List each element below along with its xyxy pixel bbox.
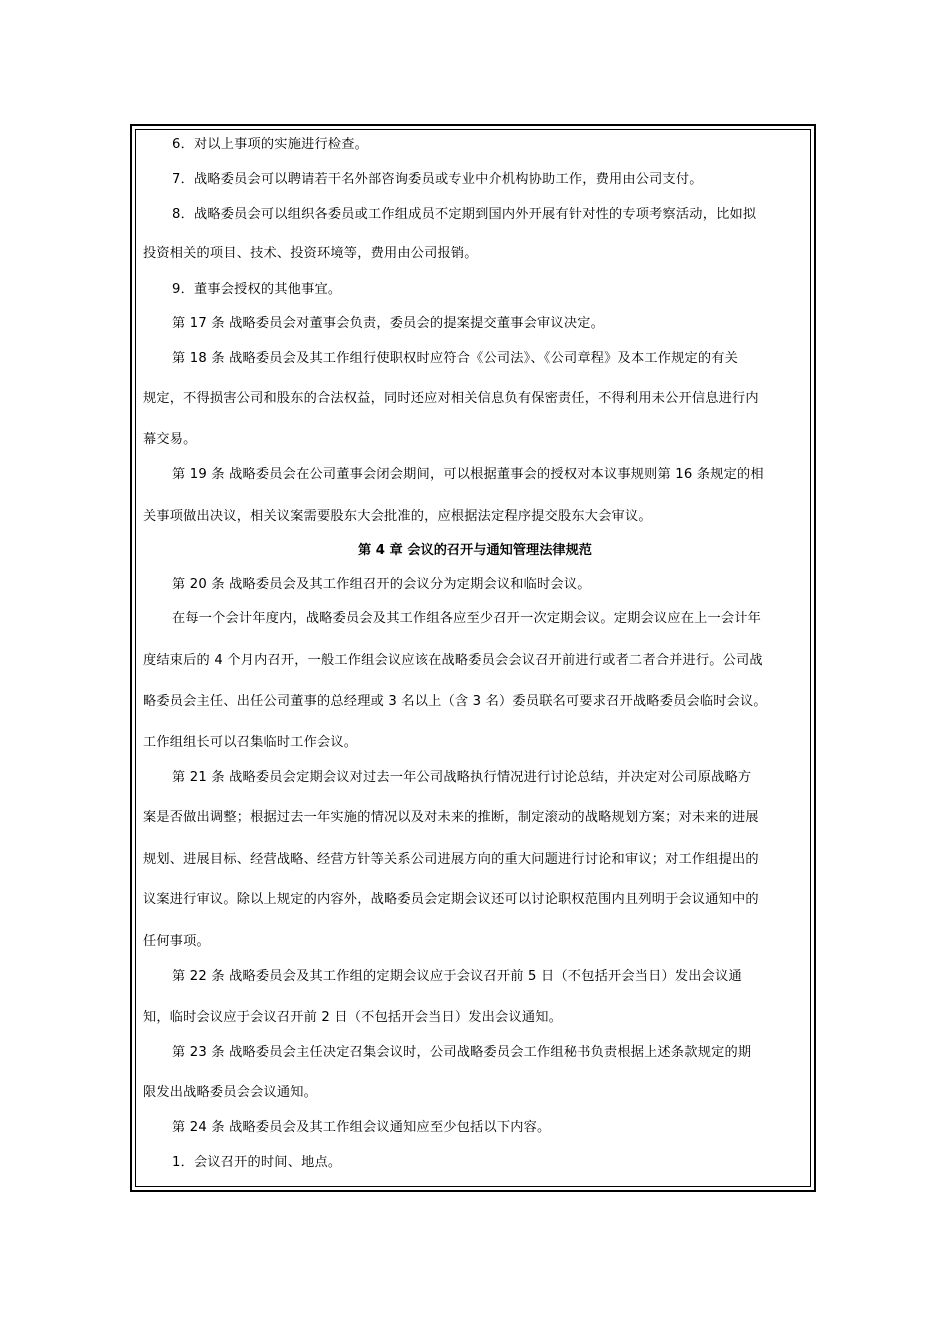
text-line: 关事项做出决议，相关议案需要股东大会批准的，应根据法定程序提交股东大会审议。 (143, 509, 652, 524)
text-line: 度结束后的 4 个月内召开，一般工作组会议应该在战略委员会会议召开前进行或者二者合并进行。公司战 (143, 653, 763, 668)
text-line: 第 18 条 战略委员会及其工作组行使职权时应符合《公司法》、《公司章程》及本工作规定的有关 (172, 351, 739, 366)
text-line: 知，临时会议应于会议召开前 2 日（不包括开会当日）发出会议通知。 (143, 1010, 562, 1025)
text-line: 第 21 条 战略委员会定期会议对过去一年公司战略执行情况进行讨论总结，并决定对公司原战略方 (172, 770, 752, 785)
text-line: 略委员会主任、出任公司董事的总经理或 3 名以上（含 3 名）委员联名可要求召开战略委员会临时会议。 (143, 694, 767, 709)
text-line: 7．战略委员会可以聘请若干名外部咨询委员或专业中介机构协助工作，费用由公司支付。 (172, 172, 703, 187)
text-line: 1．会议召开的时间、地点。 (172, 1155, 342, 1170)
text-line: 议案进行审议。除以上规定的内容外，战略委员会定期会议还可以讨论职权范围内且列明于会议通知中的 (143, 892, 759, 907)
text-line: 第 22 条 战略委员会及其工作组的定期会议应于会议召开前 5 日（不包括开会当日）发出会议通 (172, 969, 742, 984)
text-line: 幕交易。 (143, 432, 197, 447)
chapter-heading: 第 4 章 会议的召开与通知管理法律规范 (358, 543, 592, 558)
text-line: 工作组组长可以召集临时工作会议。 (143, 735, 358, 750)
text-line: 规定，不得损害公司和股东的合法权益，同时还应对相关信息负有保密责任，不得利用未公开信息进行内 (143, 391, 759, 406)
text-line: 第 24 条 战略委员会及其工作组会议通知应至少包括以下内容。 (172, 1120, 551, 1135)
text-line: 任何事项。 (143, 934, 210, 949)
text-line: 限发出战略委员会会议通知。 (143, 1085, 318, 1100)
text-line: 第 20 条 战略委员会及其工作组召开的会议分为定期会议和临时会议。 (172, 577, 591, 592)
text-line: 在每一个会计年度内，战略委员会及其工作组各应至少召开一次定期会议。定期会议应在上一会计年 (172, 611, 762, 626)
text-line: 第 19 条 战略委员会在公司董事会闭会期间，可以根据董事会的授权对本议事规则第 16 条规定的相 (172, 467, 764, 482)
text-line: 8．战略委员会可以组织各委员或工作组成员不定期到国内外开展有针对性的专项考察活动，比如拟 (172, 207, 757, 222)
text-line: 第 23 条 战略委员会主任决定召集会议时，公司战略委员会工作组秘书负责根据上述条款规定的期 (172, 1045, 752, 1060)
text-line: 9．董事会授权的其他事宜。 (172, 282, 342, 297)
text-line: 投资相关的项目、技术、投资环境等，费用由公司报销。 (143, 246, 478, 261)
text-line: 第 17 条 战略委员会对董事会负责，委员会的提案提交董事会审议决定。 (172, 316, 604, 331)
text-line: 6．对以上事项的实施进行检查。 (172, 137, 369, 152)
text-line: 案是否做出调整；根据过去一年实施的情况以及对未来的推断，制定滚动的战略规划方案；对未来的进展 (143, 810, 759, 825)
text-line: 规划、进展目标、经营战略、经营方针等关系公司进展方向的重大问题进行讨论和审议；对工作组提出的 (143, 852, 759, 867)
